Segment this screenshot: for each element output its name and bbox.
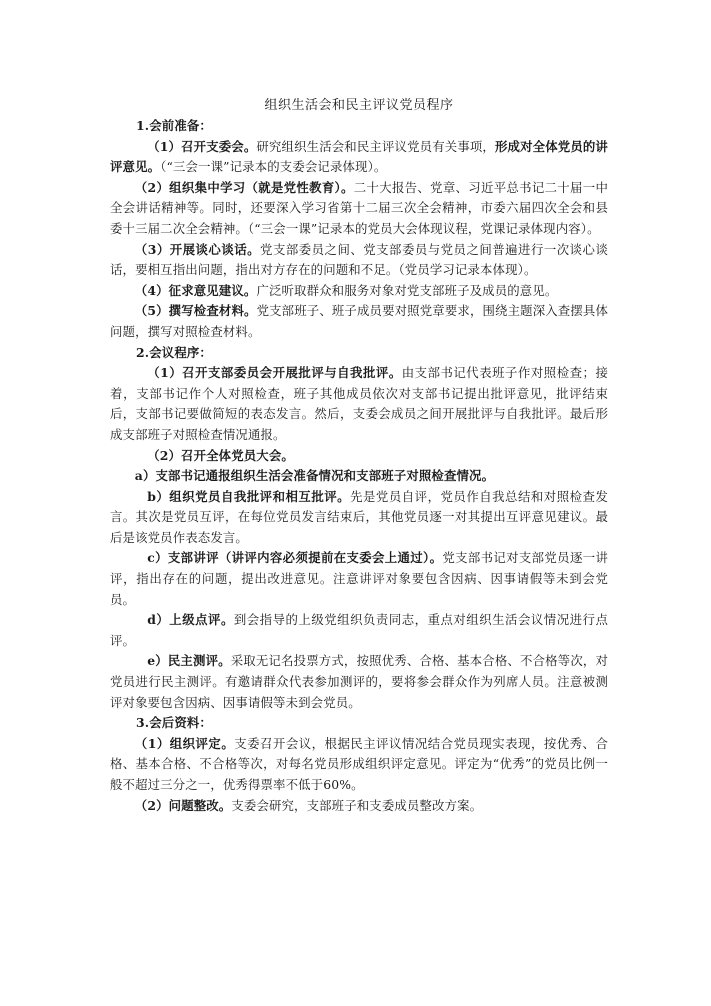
item-body: 党支部书记对支部党员逐一讲评，指出存在的问题，提出改进意见。注意讲评对象要包含因病、因事请假等未到会党员。: [110, 550, 609, 607]
item-heading: （4）征求意见建议。: [134, 282, 257, 298]
item-heading: （2）问题整改。: [134, 797, 232, 813]
paragraph: [110, 466, 608, 487]
item-heading: （3）开展谈心谈话。: [134, 241, 261, 257]
paragraph: [110, 137, 608, 178]
paragraph: [110, 281, 608, 302]
item-heading: （2）召开全体党员大会。: [147, 447, 294, 463]
paragraph: [110, 446, 608, 467]
paragraph: [110, 240, 608, 281]
paragraph: [110, 610, 608, 651]
item-body: 先是党员自评，党员作自我总结和对照检查发言。其次是党员互评，在每位党员发言结束后，其他党员逐一对其提出互评意见建议。最后是该党员作表态发言。: [110, 488, 608, 545]
item-body: 由支部书记代表班子作对照检查；接着，支部书记作个人对照检查，班子其他成员依次对支部书记提出批评意见，批评结束后，支部书记要做简短的表态发言。然后，支委会成员之间开展批评与自我批评。最后形成支部班子对照检查情况通报。: [110, 365, 609, 442]
section-heading-preparation: 1.会前准备：: [136, 118, 212, 133]
item-heading: （2）组织集中学习（就是党性教育）。: [134, 179, 354, 195]
item-body: 采取无记名投票方式，按照优秀、合格、基本合格、不合格等次，对党员进行民主测评。有邀请群众代表参加测评的，要将参会群众作为列席人员。注意被测评对象要包含因病、因事请假等未到会党员。: [110, 653, 609, 710]
item-heading: a）支部书记通报组织生活会准备情况和支部班子对照检查情况。: [134, 468, 495, 484]
paragraph: [110, 363, 608, 445]
item-bold-tail: 形成对全体党员的讲评意见。: [110, 138, 608, 175]
paragraph: [110, 301, 608, 342]
item-heading: （5）撰写检查材料。: [134, 303, 257, 319]
item-heading: （1）召开支部委员会开展批评与自我批评。: [147, 365, 402, 381]
item-body: 到会指导的上级党组织负责同志，重点对组织生活会议情况进行点评。: [110, 612, 608, 648]
item-heading: c）支部讲评（讲评内容必须提前在支委会上通过）。: [147, 550, 443, 566]
document-page: [110, 96, 608, 816]
item-body: 支委会研究，支部班子和支委成员整改方案。: [231, 797, 483, 813]
paragraph: [110, 651, 608, 713]
item-heading: e）民主测评。: [147, 653, 231, 669]
item-body: 二十大报告、党章、习近平总书记二十届一中全会讲话精神等。同时，还要深入学习省第十二届三次全会精神，市委六届四次全会和县委十三届二次全会精神。（“三会一课”记录本的党员大会体现议程，党课记录体现内容）。: [110, 179, 609, 236]
section-heading-followup: 3.会后资料：: [136, 715, 212, 731]
paragraph: [110, 178, 608, 240]
item-body: 党支部委员之间、党支部委员与党员之间普遍进行一次谈心谈话，要相互指出问题，指出对方存在的问题和不足。（党员学习记录本体现）。: [110, 241, 608, 278]
item-tail: （“三会一课”记录本的支委会记录体现）。: [160, 159, 387, 175]
item-heading: b）组织党员自我批评和相互批评。: [147, 488, 351, 504]
section-heading-procedure: 2.会议程序：: [136, 344, 212, 360]
paragraph: [110, 734, 608, 796]
item-body: 党支部班子、班子成员要对照党章要求，围绕主题深入查摆具体问题，撰写对照检查材料。: [110, 303, 609, 339]
item-body: 广泛听取群众和服务对象对党支部班子及成员的意见。: [256, 282, 558, 298]
paragraph: [110, 796, 608, 817]
item-heading: （1）组织评定。: [134, 735, 235, 751]
item-heading: （1）召开支委会。: [147, 138, 257, 154]
item-body: 研究组织生活会和民主评议党员有关事项，: [256, 138, 495, 154]
item-body: 支委召开会议，根据民主评议情况结合党员现实表现，按优秀、合格、基本合格、不合格等次，对每名党员形成组织评定意见。评定为“优秀”的党员比例一般不超过三分之一，优秀得票率不低于60%。: [110, 735, 608, 792]
item-heading: d）上级点评。: [147, 612, 234, 628]
paragraph: [110, 548, 608, 610]
document-title: 组织生活会和民主评议党员程序: [264, 98, 454, 113]
paragraph: [110, 487, 608, 549]
